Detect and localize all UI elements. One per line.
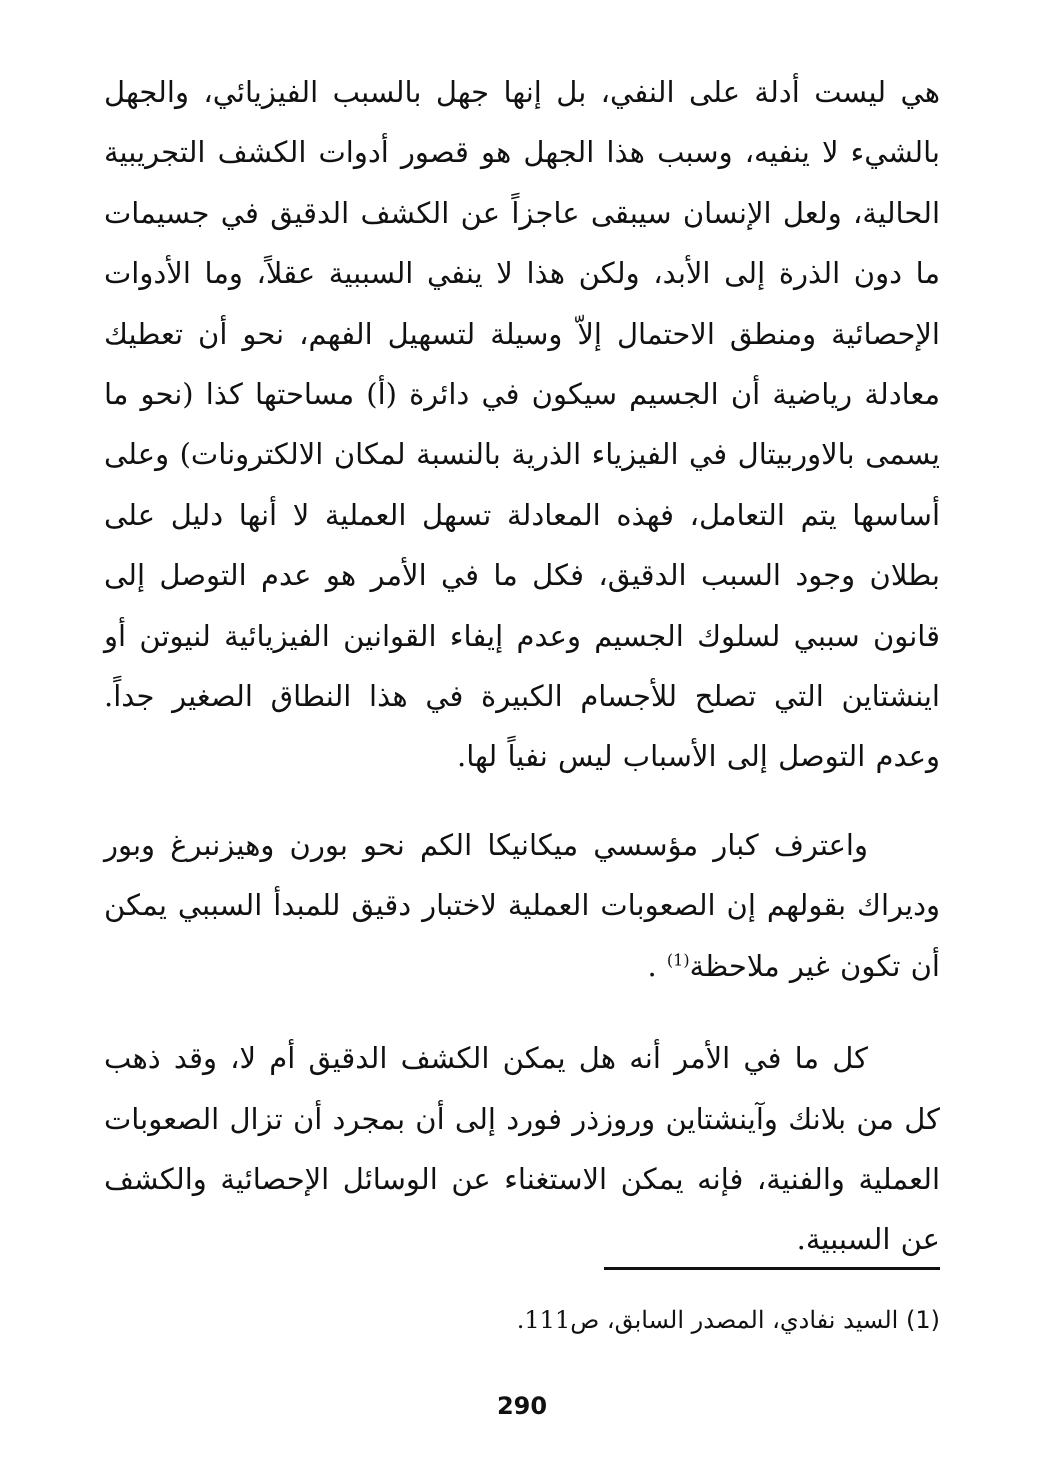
footnote-reference: (1) bbox=[666, 950, 690, 970]
page-number: 290 bbox=[496, 1392, 548, 1420]
paragraph-2-end: . bbox=[647, 948, 667, 983]
paragraph-2 bbox=[104, 815, 940, 996]
paragraph-1: هي ليست أدلة على النفي، بل إنها جهل بالسبب الفيزيائي، والجهل بالشيء لا ينفيه، وسبب هذا الجهل هو قصور أدوات الكشف التجريبية الحالية، ولعل الإنسان سيبقى عاجزاً عن الكشف الدقيق في جسيمات ما دون الذرة إلى الأبد، ولكن هذا لا ينفي السببية عقلاً، وما الأدوات الإحصائية ومنطق الاحتمال إلاّ وسيلة لتسهيل الفهم، نحو أن تعطيك معادلة رياضية أن الجسيم سيكون في دائرة (أ) مساحتها كذا (نحو ما يسمى بالاوربيتال في الفيزياء الذرية بالنسبة لمكان الالكترونات) وعلى أساسها يتم التعامل، فهذه المعادلة تسهل العملية لا أنها دليل على بطلان وجود السبب الدقيق، فكل ما في الأمر هو عدم التوصل إلى قانون سببي لسلوك الجسيم وعدم إيفاء القوانين الفيزيائية لنيوتن أو اينشتاين التي تصلح للأجسام الكبيرة في هذا النطاق الصغير جداً. وعدم التوصل إلى الأسباب ليس نفياً لها. bbox=[104, 75, 940, 774]
body-text bbox=[104, 62, 940, 1270]
footnote-text: السيد نفادي، المصدر السابق، ص111. bbox=[516, 1306, 906, 1334]
footnote bbox=[104, 1300, 940, 1340]
footnote-divider bbox=[604, 1267, 940, 1270]
paragraph-3: كل ما في الأمر أنه هل يمكن الكشف الدقيق أم لا، وقد ذهب كل من بلانك وآينشتاين وروزذر فورد إلى أن بمجرد أن تزال الصعوبات العملية والفنية، فإنه يمكن الاستغناء عن الوسائل الإحصائية والكشف عن السببية. bbox=[104, 1041, 940, 1257]
paragraph-2-text: واعترف كبار مؤسسي ميكانيكا الكم نحو بورن وهيزنبرغ وبور وديراك بقولهم إن الصعوبات العملية لاختبار دقيق للمبدأ السببي يمكن أن تكون غير ملاحظة bbox=[104, 827, 940, 983]
footnote-number: (1) bbox=[905, 1306, 940, 1334]
